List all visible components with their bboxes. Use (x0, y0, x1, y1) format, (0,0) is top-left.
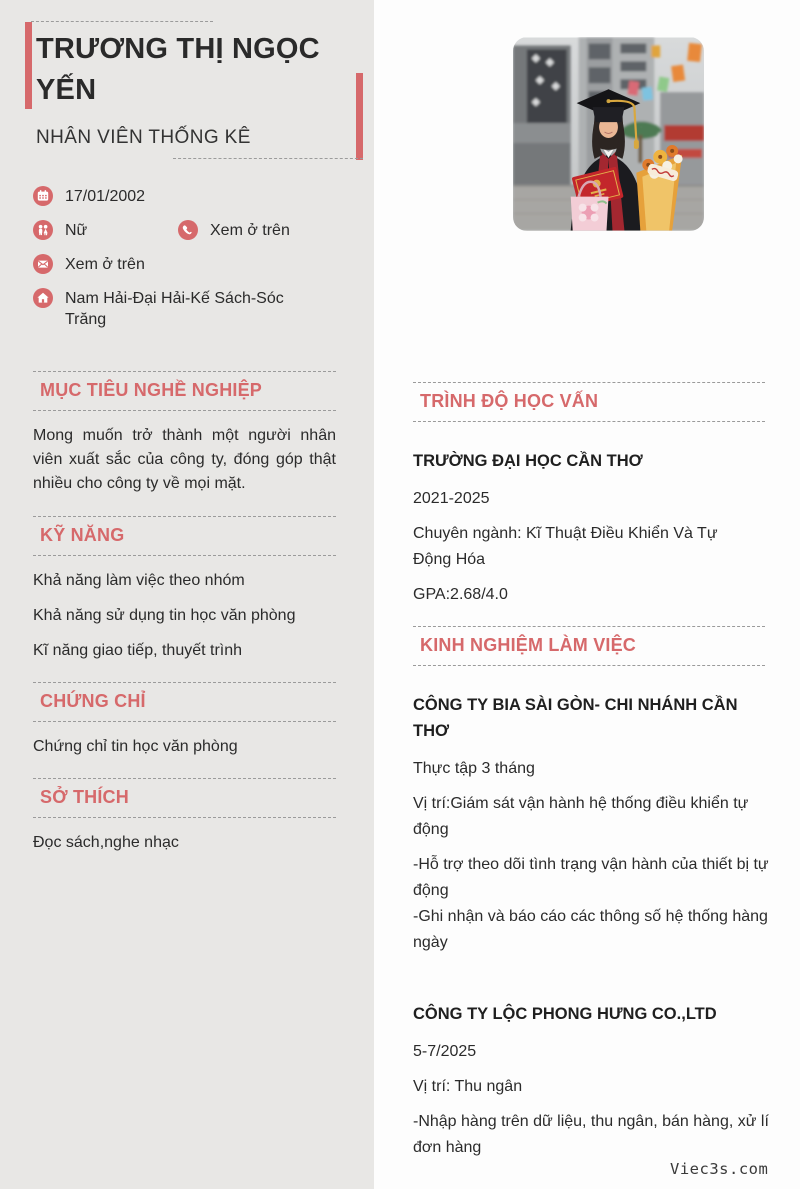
skill-item: Khả năng sử dụng tin học văn phòng (33, 607, 296, 624)
phone-icon (178, 220, 198, 240)
job-detail-line: -Hỗ trợ theo dõi tình trạng vận hành của thiết bị tự động (413, 856, 769, 899)
job-position: Vị trí: Thu ngân (413, 1078, 523, 1095)
gender-icon (33, 220, 53, 240)
phone-item (178, 220, 290, 241)
email-item (33, 254, 145, 275)
experience-heading: KINH NGHIỆM LÀM VIỆC (413, 626, 765, 666)
objective-heading: MỤC TIÊU NGHỀ NGHIỆP (33, 371, 336, 411)
company-name: CÔNG TY BIA SÀI GÒN- CHI NHÁNH CẦN THƠ (413, 696, 738, 740)
contact-row (33, 186, 345, 207)
school-name: TRƯỜNG ĐẠI HỌC CẦN THƠ (413, 452, 643, 470)
section-education (413, 382, 785, 608)
dashed-divider (173, 158, 363, 159)
gender-value: Nữ (65, 222, 88, 239)
job-detail-line: -Nhập hàng trên dữ liệu, thu ngân, bán hàng, xử lí đơn hàng (413, 1113, 769, 1156)
certificate-item: Chứng chỉ tin học văn phòng (33, 738, 238, 755)
section-skills (33, 516, 336, 662)
job-entry (413, 1001, 785, 1161)
phone-value: Xem ở trên (210, 222, 290, 239)
right-column (413, 382, 785, 1170)
job-detail-line: -Ghi nhận và báo cáo các thông số hệ thống hàng ngày (413, 908, 768, 951)
dashed-divider (31, 21, 213, 22)
contact-info (33, 186, 345, 343)
job-entry (413, 692, 785, 956)
company-name: CÔNG TY LỘC PHONG HƯNG CO.,LTD (413, 1005, 717, 1023)
skills-heading: KỸ NĂNG (33, 516, 336, 556)
email-icon (33, 254, 53, 274)
job-position: Vị trí:Giám sát vận hành hệ thống điều khiển tự động (413, 795, 749, 838)
section-certificates (33, 682, 336, 758)
gender-item (33, 220, 178, 241)
accent-bar-right (356, 73, 363, 160)
education-period: 2021-2025 (413, 490, 490, 507)
graduation-photo-illustration (513, 37, 704, 231)
section-objective (33, 371, 336, 496)
certificates-heading: CHỨNG CHỈ (33, 682, 336, 722)
accent-bar-left (25, 22, 32, 109)
job-duration: 5-7/2025 (413, 1043, 477, 1060)
address-item (33, 288, 315, 330)
footer-brand: Viec3s.com (670, 1160, 769, 1178)
contact-row (33, 254, 345, 275)
hobbies-heading: SỞ THÍCH (33, 778, 336, 818)
section-hobbies (33, 778, 336, 854)
job-details (413, 852, 785, 956)
calendar-icon (33, 186, 53, 206)
education-heading: TRÌNH ĐỘ HỌC VẤN (413, 382, 765, 422)
section-experience (413, 626, 785, 1161)
profile-photo (513, 37, 704, 231)
left-column (33, 371, 336, 854)
contact-row (33, 220, 345, 241)
objective-body: Mong muốn trở thành một người nhân viên xuất sắc của công ty, đóng góp thật nhiều cho công ty về mọi mặt. (33, 427, 336, 492)
hobby-item: Đọc sách,nghe nhạc (33, 834, 179, 851)
education-gpa: GPA:2.68/4.0 (413, 586, 508, 603)
birth-date-value: 17/01/2002 (65, 188, 146, 205)
job-duration: Thực tập 3 tháng (413, 760, 535, 777)
contact-row (33, 288, 345, 330)
birth-date-item (33, 186, 145, 207)
skill-item: Kĩ năng giao tiếp, thuyết trình (33, 642, 243, 659)
address-value: Nam Hải-Đại Hải-Kế Sách-Sóc Trăng (65, 290, 284, 328)
skill-item: Khả năng làm việc theo nhóm (33, 572, 245, 589)
person-name: TRƯƠNG THỊ NGỌC YẾN (36, 33, 320, 106)
job-details (413, 1109, 785, 1161)
job-title: NHÂN VIÊN THỐNG KÊ (36, 127, 251, 148)
home-icon (33, 288, 53, 308)
education-major: Chuyên ngành: Kĩ Thuật Điều Khiển Và Tự Động Hóa (413, 525, 718, 568)
email-value: Xem ở trên (65, 256, 145, 273)
